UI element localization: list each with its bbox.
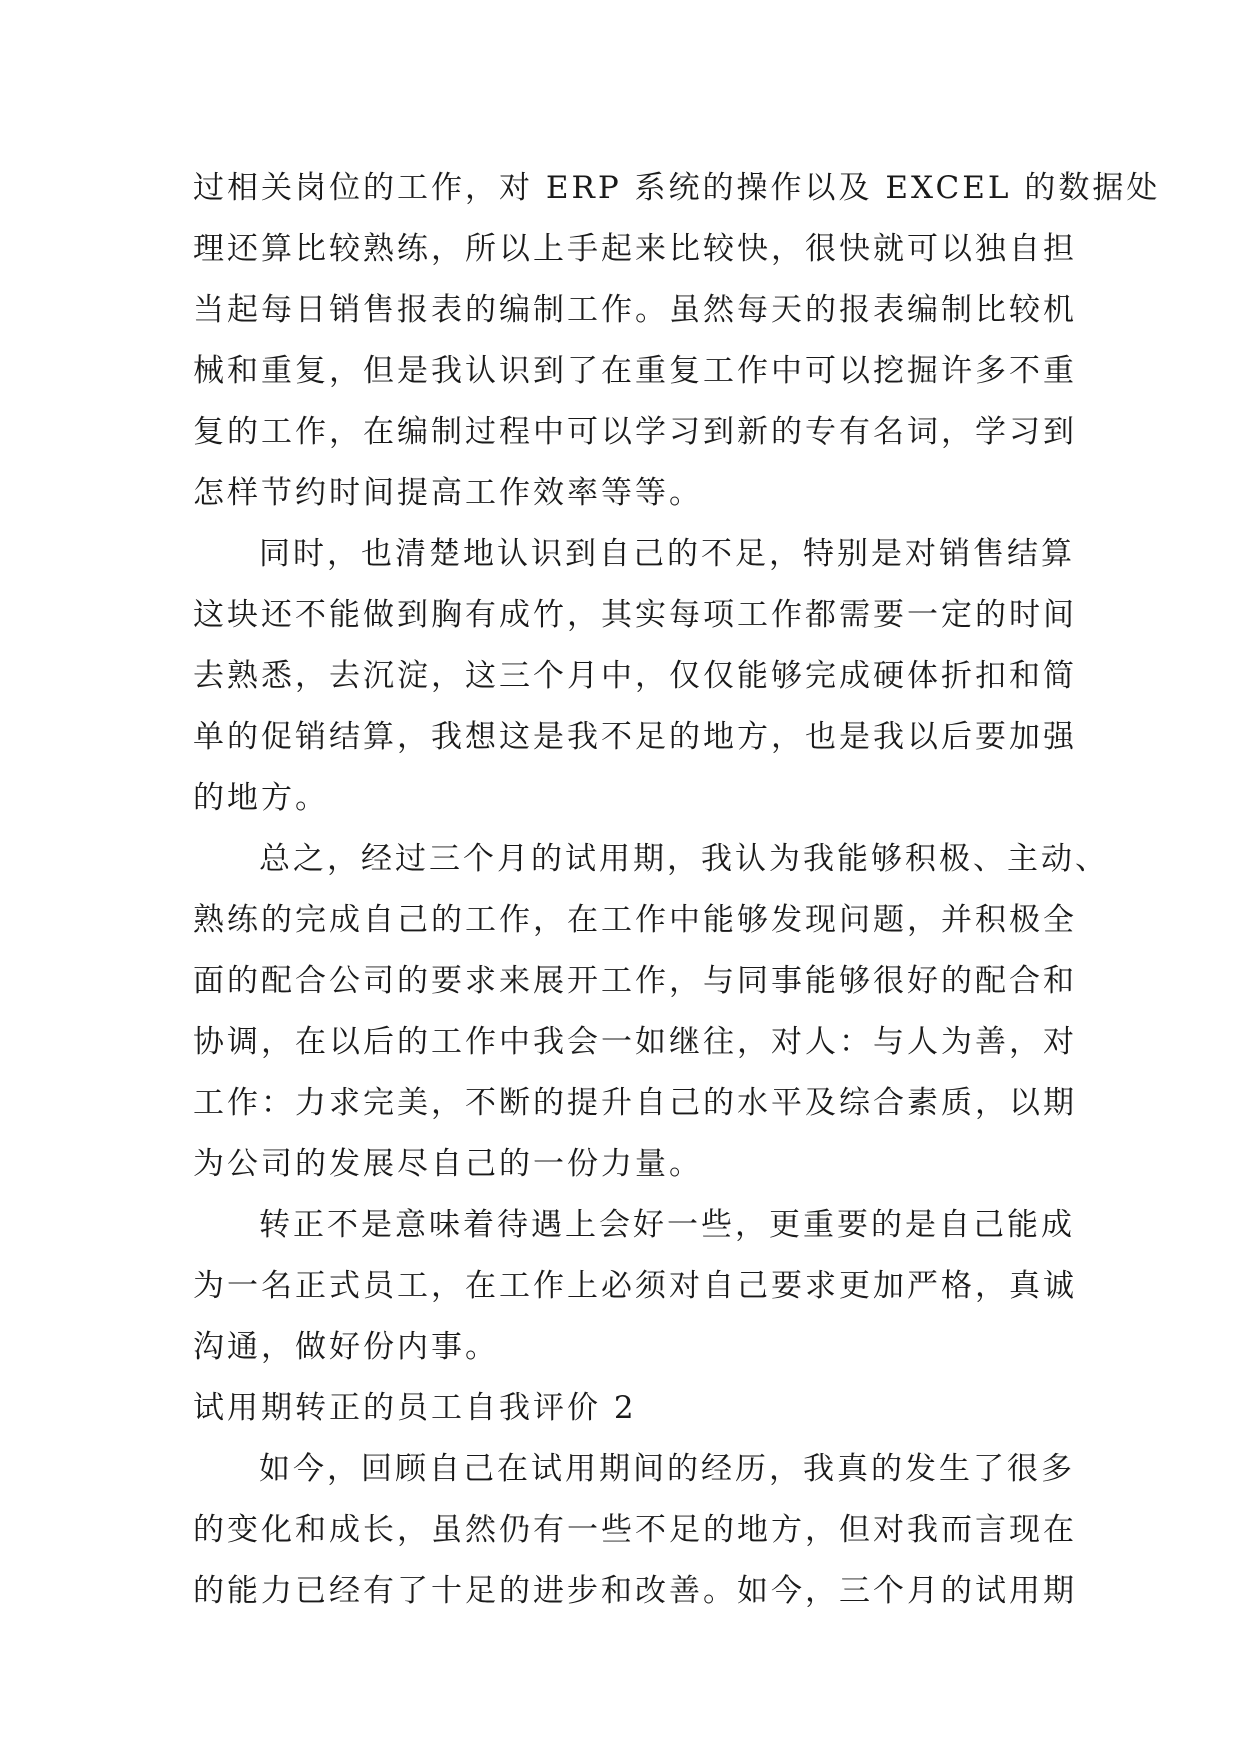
text-line: 为一名正式员工，在工作上必须对自己要求更加严格，真诚 (193, 1268, 1077, 1304)
paragraph-1 (193, 158, 1161, 524)
section-heading: 试用期转正的员工自我评价 2 (193, 1390, 637, 1426)
text-line: 过相关岗位的工作，对 ERP 系统的操作以及 EXCEL 的数据处 (193, 170, 1161, 206)
document-body (193, 158, 1161, 1622)
text-line: 这块还不能做到胸有成竹，其实每项工作都需要一定的时间 (193, 597, 1077, 633)
paragraph-2 (193, 524, 1077, 829)
paragraph-3 (193, 829, 1109, 1195)
text-line: 工作：力求完美，不断的提升自己的水平及综合素质，以期 (193, 1085, 1077, 1121)
text-line: 熟练的完成自己的工作，在工作中能够发现问题，并积极全 (193, 902, 1077, 938)
text-line: 的地方。 (193, 780, 329, 816)
paragraph-4 (193, 1195, 1077, 1378)
text-line: 去熟悉，去沉淀，这三个月中，仅仅能够完成硬体折扣和简 (193, 658, 1077, 694)
text-line: 协调，在以后的工作中我会一如继往，对人：与人为善，对 (193, 1024, 1077, 1060)
text-line: 怎样节约时间提高工作效率等等。 (193, 475, 703, 511)
text-line: 转正不是意味着待遇上会好一些，更重要的是自己能成 (259, 1207, 1075, 1243)
text-line: 的能力已经有了十足的进步和改善。如今，三个月的试用期 (193, 1573, 1077, 1609)
text-line: 如今，回顾自己在试用期间的经历，我真的发生了很多 (259, 1451, 1075, 1487)
text-line: 理还算比较熟练，所以上手起来比较快，很快就可以独自担 (193, 231, 1077, 267)
text-line: 同时，也清楚地认识到自己的不足，特别是对销售结算 (259, 536, 1075, 572)
text-line: 总之，经过三个月的试用期，我认为我能够积极、主动、 (259, 841, 1109, 877)
text-line: 的变化和成长，虽然仍有一些不足的地方，但对我而言现在 (193, 1512, 1077, 1548)
text-line: 沟通，做好份内事。 (193, 1329, 499, 1365)
text-line: 械和重复，但是我认识到了在重复工作中可以挖掘许多不重 (193, 353, 1077, 389)
text-line: 面的配合公司的要求来展开工作，与同事能够很好的配合和 (193, 963, 1077, 999)
text-line: 为公司的发展尽自己的一份力量。 (193, 1146, 703, 1182)
text-line: 单的促销结算，我想这是我不足的地方，也是我以后要加强 (193, 719, 1077, 755)
paragraph-5 (193, 1439, 1077, 1622)
text-line: 当起每日销售报表的编制工作。虽然每天的报表编制比较机 (193, 292, 1077, 328)
text-line: 复的工作，在编制过程中可以学习到新的专有名词，学习到 (193, 414, 1077, 450)
